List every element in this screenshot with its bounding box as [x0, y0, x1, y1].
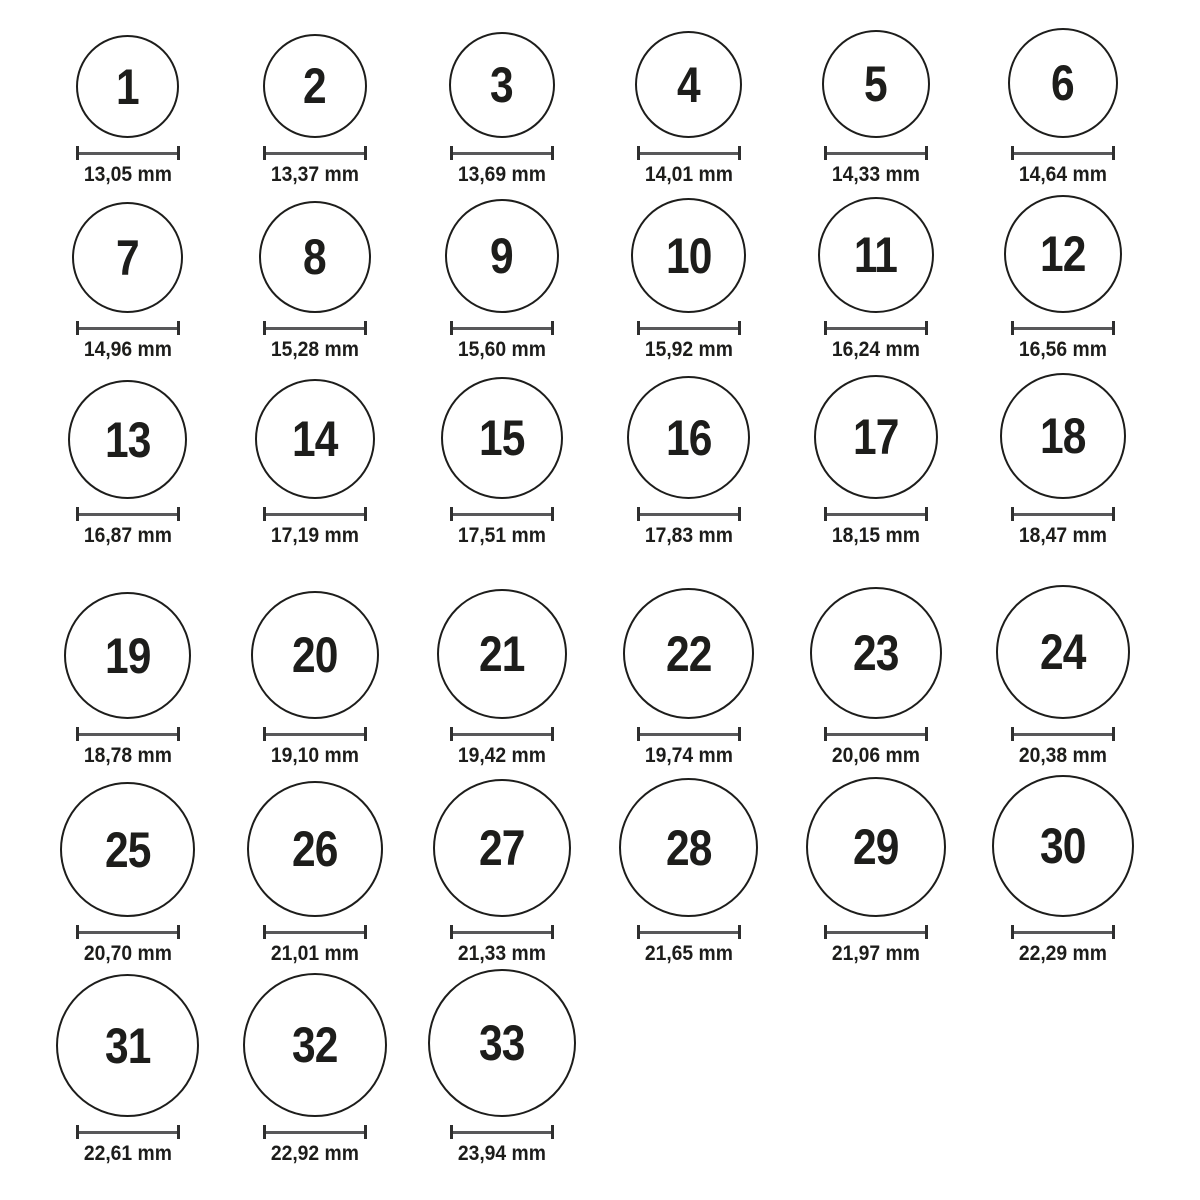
ring-size-number: 31: [104, 1017, 151, 1074]
ring-size-number: 7: [116, 229, 139, 286]
ring-size-number: 11: [853, 227, 898, 283]
ring-size-item: [34, 974, 221, 1166]
diameter-measure-line: [450, 925, 554, 939]
diameter-measure-line: [637, 727, 741, 741]
ring-size-item: [34, 380, 221, 548]
measure-tick-right: [738, 507, 741, 521]
ring-circle: [441, 377, 563, 499]
diameter-measure-line: [263, 146, 367, 160]
diameter-measure-line: [824, 146, 928, 160]
measure-tick-right: [364, 727, 367, 741]
ring-circle: [76, 35, 179, 138]
measure-bar: [266, 513, 364, 516]
measure-bar: [453, 152, 551, 155]
measure-bar: [453, 733, 551, 736]
diameter-measure-line: [1011, 925, 1115, 939]
ring-size-number: 27: [478, 820, 525, 876]
ring-circle: [243, 973, 387, 1117]
ring-size-number: 15: [478, 410, 525, 466]
diameter-label: 17,83 mm: [644, 524, 733, 547]
measure-bar: [453, 931, 551, 934]
ring-size-item: [408, 199, 595, 362]
diameter-measure-line: [450, 507, 554, 521]
ring-row: [34, 0, 1200, 187]
ring-size-number: 1: [116, 58, 139, 115]
ring-size-number: 4: [677, 56, 700, 113]
ring-size-item: [34, 782, 221, 966]
measure-bar: [79, 152, 177, 155]
diameter-measure-line: [76, 507, 180, 521]
measure-tick-right: [738, 146, 741, 160]
diameter-measure-line: [450, 321, 554, 335]
ring-circle: [1004, 195, 1122, 313]
ring-size-item: [782, 197, 969, 362]
measure-bar: [640, 513, 738, 516]
ring-size-item: [595, 376, 782, 548]
ring-row: [34, 768, 1200, 966]
measure-bar: [1014, 513, 1112, 516]
ring-size-item: [408, 32, 595, 187]
ring-circle: [72, 202, 183, 313]
measure-tick-right: [364, 925, 367, 939]
ring-size-number: 19: [104, 627, 151, 684]
ring-size-number: 13: [104, 411, 151, 468]
ring-circle: [56, 974, 199, 1117]
ring-circle: [437, 589, 567, 719]
measure-bar: [827, 513, 925, 516]
measure-bar: [266, 152, 364, 155]
ring-circle: [996, 585, 1130, 719]
ring-size-number: 23: [852, 625, 899, 681]
ring-circle: [428, 969, 576, 1117]
ring-size-number: 5: [864, 56, 887, 112]
ring-size-number: 21: [478, 626, 525, 682]
ring-size-item: [408, 377, 595, 548]
ring-circle: [255, 379, 375, 499]
measure-bar: [266, 327, 364, 330]
diameter-label: 13,05 mm: [83, 163, 172, 186]
measure-tick-right: [738, 321, 741, 335]
ring-circle: [1000, 373, 1126, 499]
ring-row: [34, 362, 1200, 548]
diameter-measure-line: [76, 727, 180, 741]
measure-tick-right: [364, 321, 367, 335]
ring-size-number: 6: [1051, 55, 1074, 111]
ring-circle: [445, 199, 559, 313]
ring-size-item: [408, 779, 595, 966]
diameter-measure-line: [450, 727, 554, 741]
measure-tick-right: [177, 925, 180, 939]
measure-tick-right: [1112, 146, 1115, 160]
measure-bar: [640, 327, 738, 330]
measure-bar: [1014, 733, 1112, 736]
ring-size-item: [595, 198, 782, 362]
ring-size-number: 24: [1039, 624, 1086, 680]
diameter-label: 21,65 mm: [644, 942, 733, 965]
ring-size-number: 28: [665, 819, 712, 876]
ring-size-item: [221, 201, 408, 362]
ring-size-item: [782, 587, 969, 768]
diameter-label: 16,24 mm: [831, 338, 920, 361]
measure-bar: [266, 1131, 364, 1134]
ring-circle: [818, 197, 934, 313]
ring-size-item: [595, 778, 782, 966]
ring-size-number: 30: [1039, 818, 1086, 874]
diameter-measure-line: [76, 925, 180, 939]
ring-circle: [263, 34, 367, 138]
ring-size-number: 25: [104, 821, 151, 878]
measure-bar: [640, 733, 738, 736]
measure-tick-right: [177, 727, 180, 741]
measure-tick-right: [177, 321, 180, 335]
measure-tick-right: [1112, 925, 1115, 939]
ring-circle: [631, 198, 746, 313]
ring-size-number: 18: [1039, 408, 1086, 464]
measure-tick-right: [1112, 507, 1115, 521]
diameter-label: 14,96 mm: [83, 338, 172, 361]
measure-bar: [640, 931, 738, 934]
ring-size-item: [34, 202, 221, 362]
measure-bar: [266, 733, 364, 736]
measure-tick-right: [738, 727, 741, 741]
ring-circle: [814, 375, 938, 499]
diameter-measure-line: [263, 321, 367, 335]
ring-size-number: 14: [291, 411, 338, 467]
ring-size-item: [221, 781, 408, 966]
ring-size-item: [782, 777, 969, 966]
measure-tick-right: [551, 507, 554, 521]
measure-bar: [453, 1131, 551, 1134]
ring-size-item: [782, 30, 969, 187]
diameter-measure-line: [637, 321, 741, 335]
diameter-measure-line: [263, 925, 367, 939]
measure-tick-right: [1112, 727, 1115, 741]
diameter-label: 21,33 mm: [457, 942, 546, 965]
ring-circle: [822, 30, 930, 138]
measure-bar: [266, 931, 364, 934]
measure-tick-right: [177, 507, 180, 521]
measure-tick-right: [364, 1125, 367, 1139]
ring-size-number: 10: [665, 227, 712, 284]
ring-size-number: 2: [303, 58, 326, 114]
ring-size-number: 17: [852, 409, 899, 465]
measure-bar: [1014, 931, 1112, 934]
ring-size-number: 8: [303, 229, 326, 285]
diameter-measure-line: [263, 727, 367, 741]
ring-size-number: 9: [490, 228, 513, 284]
ring-size-number: 3: [490, 57, 513, 113]
ring-size-number: 12: [1039, 226, 1086, 282]
measure-tick-right: [177, 1125, 180, 1139]
ring-size-item: [969, 775, 1156, 966]
ring-size-number: 22: [665, 625, 712, 682]
ring-circle: [806, 777, 946, 917]
measure-tick-right: [925, 321, 928, 335]
diameter-label: 16,87 mm: [83, 524, 172, 547]
diameter-measure-line: [76, 321, 180, 335]
diameter-label: 22,92 mm: [270, 1142, 359, 1165]
ring-circle: [1008, 28, 1118, 138]
diameter-measure-line: [76, 146, 180, 160]
diameter-label: 19,74 mm: [644, 744, 733, 767]
diameter-measure-line: [76, 1125, 180, 1139]
ring-circle: [810, 587, 942, 719]
measure-tick-right: [551, 925, 554, 939]
measure-bar: [640, 152, 738, 155]
measure-tick-right: [551, 146, 554, 160]
ring-size-item: [34, 592, 221, 768]
measure-bar: [79, 733, 177, 736]
ring-circle: [635, 31, 742, 138]
measure-tick-right: [177, 146, 180, 160]
ring-size-number: 33: [478, 1015, 525, 1071]
diameter-label: 14,64 mm: [1018, 163, 1107, 186]
ring-circle: [68, 380, 187, 499]
ring-circle: [619, 778, 758, 917]
diameter-label: 18,47 mm: [1018, 524, 1107, 547]
measure-tick-right: [925, 507, 928, 521]
ring-circle: [251, 591, 379, 719]
diameter-measure-line: [637, 146, 741, 160]
measure-bar: [79, 931, 177, 934]
ring-row: [34, 187, 1200, 362]
ring-size-item: [221, 591, 408, 768]
measure-bar: [1014, 152, 1112, 155]
diameter-measure-line: [1011, 146, 1115, 160]
ring-row: [34, 966, 1200, 1166]
diameter-measure-line: [824, 925, 928, 939]
measure-tick-right: [738, 925, 741, 939]
measure-tick-right: [551, 727, 554, 741]
ring-size-item: [969, 585, 1156, 768]
measure-tick-right: [551, 1125, 554, 1139]
diameter-label: 14,01 mm: [644, 163, 733, 186]
diameter-label: 15,60 mm: [457, 338, 546, 361]
ring-size-item: [595, 31, 782, 187]
measure-bar: [827, 327, 925, 330]
ring-size-item: [408, 969, 595, 1166]
ring-circle: [623, 588, 754, 719]
ring-circle: [992, 775, 1134, 917]
ring-circle: [433, 779, 571, 917]
diameter-measure-line: [263, 507, 367, 521]
diameter-label: 21,97 mm: [831, 942, 920, 965]
diameter-label: 14,33 mm: [831, 163, 920, 186]
measure-tick-right: [364, 146, 367, 160]
diameter-label: 15,28 mm: [270, 338, 359, 361]
diameter-label: 20,70 mm: [83, 942, 172, 965]
diameter-label: 22,29 mm: [1018, 942, 1107, 965]
measure-bar: [79, 327, 177, 330]
diameter-measure-line: [1011, 321, 1115, 335]
diameter-label: 15,92 mm: [644, 338, 733, 361]
ring-size-item: [408, 589, 595, 768]
diameter-label: 21,01 mm: [270, 942, 359, 965]
measure-tick-right: [1112, 321, 1115, 335]
measure-bar: [1014, 327, 1112, 330]
ring-size-item: [34, 35, 221, 187]
diameter-label: 20,06 mm: [831, 744, 920, 767]
measure-tick-right: [925, 146, 928, 160]
diameter-label: 17,51 mm: [457, 524, 546, 547]
diameter-label: 18,15 mm: [831, 524, 920, 547]
ring-circle: [64, 592, 191, 719]
measure-bar: [79, 513, 177, 516]
ring-size-number: 29: [852, 819, 899, 875]
measure-bar: [827, 152, 925, 155]
measure-bar: [453, 513, 551, 516]
diameter-measure-line: [824, 507, 928, 521]
ring-size-item: [221, 973, 408, 1166]
diameter-label: 16,56 mm: [1018, 338, 1107, 361]
ring-size-number: 16: [665, 409, 712, 466]
ring-circle: [627, 376, 750, 499]
ring-circle: [247, 781, 383, 917]
diameter-measure-line: [450, 1125, 554, 1139]
diameter-measure-line: [263, 1125, 367, 1139]
ring-circle: [449, 32, 555, 138]
diameter-label: 13,69 mm: [457, 163, 546, 186]
measure-bar: [827, 931, 925, 934]
measure-tick-right: [551, 321, 554, 335]
diameter-label: 13,37 mm: [270, 163, 359, 186]
diameter-label: 17,19 mm: [270, 524, 359, 547]
ring-row: [34, 548, 1200, 768]
ring-size-item: [782, 375, 969, 548]
measure-tick-right: [364, 507, 367, 521]
diameter-measure-line: [1011, 727, 1115, 741]
diameter-measure-line: [824, 321, 928, 335]
diameter-measure-line: [637, 925, 741, 939]
ring-size-item: [595, 588, 782, 768]
diameter-label: 20,38 mm: [1018, 744, 1107, 767]
ring-size-item: [221, 34, 408, 187]
ring-circle: [259, 201, 371, 313]
measure-bar: [79, 1131, 177, 1134]
diameter-measure-line: [637, 507, 741, 521]
ring-size-number: 26: [291, 821, 338, 877]
diameter-measure-line: [824, 727, 928, 741]
ring-size-item: [969, 28, 1156, 187]
diameter-measure-line: [450, 146, 554, 160]
diameter-label: 22,61 mm: [83, 1142, 172, 1165]
ring-size-item: [969, 373, 1156, 548]
measure-bar: [827, 733, 925, 736]
diameter-measure-line: [1011, 507, 1115, 521]
measure-bar: [453, 327, 551, 330]
diameter-label: 23,94 mm: [457, 1142, 546, 1165]
ring-size-item: [221, 379, 408, 548]
diameter-label: 19,10 mm: [270, 744, 359, 767]
ring-circle: [60, 782, 195, 917]
diameter-label: 18,78 mm: [83, 744, 172, 767]
ring-size-item: [969, 195, 1156, 362]
measure-tick-right: [925, 925, 928, 939]
ring-size-number: 20: [291, 627, 338, 683]
ring-size-number: 32: [291, 1017, 338, 1073]
diameter-label: 19,42 mm: [457, 744, 546, 767]
measure-tick-right: [925, 727, 928, 741]
